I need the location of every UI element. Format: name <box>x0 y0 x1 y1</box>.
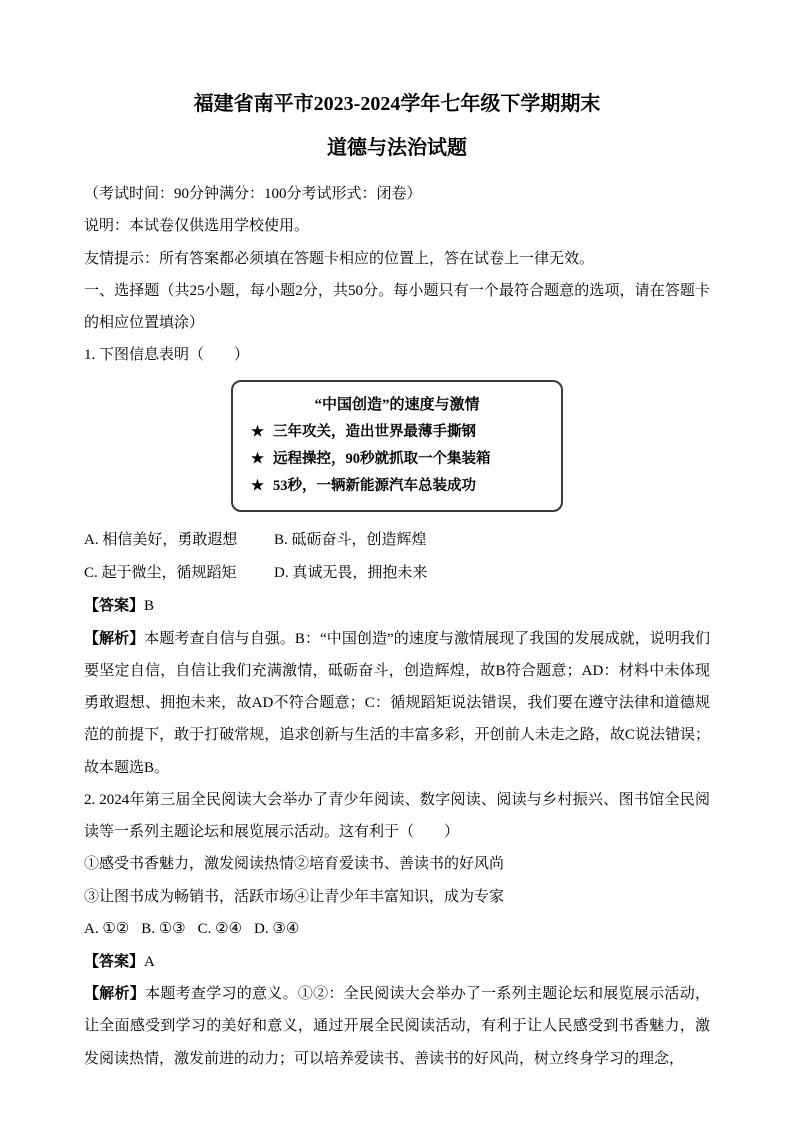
q2-option-d: D. ③④ <box>254 920 300 937</box>
q1-analysis-text: 本题考查自信与自强。B：“中国创造”的速度与激情展现了我国的发展成就，说明我们要坚定自信，自信让我们充满激情，砥砺奋斗，创造辉煌，故B符合题意；AD：材料中未体现勇敢遐想、拥抱未来，故AD不符合题意；C：循规蹈矩说法错误，我们要在遵守法律和道德规范的前提下，敢于打破常规，追求创新与生活的丰富多彩，开创前人未走之路，故C说法错误；故本题选B。 <box>84 630 710 776</box>
q2-answer-label: 【答案】 <box>84 953 145 970</box>
q2-items-line1: ①感受书香魅力，激发阅读热情②培育爱读书、善读书的好风尚 <box>84 856 505 873</box>
exam-time-info: （考试时间：90分钟满分：100分考试形式：闭卷） <box>84 186 422 202</box>
q2-option-c: C. ②④ <box>197 920 243 937</box>
q2-answer-value: A <box>144 953 155 970</box>
q1-option-d: D. 真诚无畏，拥抱未来 <box>274 565 428 582</box>
q1-answer-line <box>84 590 710 622</box>
info-box-item-2-text: 远程操控，90秒就抓取一个集装箱 <box>273 450 491 467</box>
star-icon: ★ <box>251 477 264 494</box>
q1-analysis-label: 【解析】 <box>84 630 145 647</box>
q2-analysis-line <box>84 978 710 1075</box>
q1-option-c: C. 起于微尘，循规蹈矩 <box>84 565 237 582</box>
friendly-tip: 友情提示：所有答案都必须填在答题卡相应的位置上，答在试卷上一律无效。 <box>84 250 595 267</box>
star-icon: ★ <box>251 450 264 467</box>
q2-option-a: A. ①② <box>84 920 130 937</box>
q1-answer-label: 【答案】 <box>84 598 145 615</box>
q2-stem: 2. 2024年第三届全民阅读大会举办了青少年阅读、数字阅读、阅读与乡村振兴、图书馆全民阅读等一系列主题论坛和展览展示活动。这有利于（ ） <box>84 791 710 841</box>
info-box-title: “中国创造”的速度与激情 <box>314 396 480 413</box>
q1-answer-value: B <box>144 598 155 615</box>
q2-option-b: B. ①③ <box>141 920 186 937</box>
q1-option-b: B. 砥砺奋斗，创造辉煌 <box>274 532 427 549</box>
info-box-item-3 <box>251 473 543 500</box>
q1-info-box <box>231 380 563 513</box>
exam-title-line1: 福建省南平市2023-2024学年七年级下学期期末 <box>193 93 601 115</box>
info-box-item-1-text: 三年攻关，造出世界最薄手撕钢 <box>273 424 476 440</box>
q2-items-line2: ③让图书成为畅销书，活跃市场④让青少年丰富知识，成为专家 <box>84 888 505 905</box>
usage-note: 说明：本试卷仅供选用学校使用。 <box>84 218 310 235</box>
info-box-item-1 <box>251 419 543 446</box>
q2-options-row <box>84 913 710 946</box>
exam-title-line2: 道德与法治试题 <box>327 137 467 159</box>
q1-options-row2 <box>84 557 710 590</box>
q1-stem: 1. 下图信息表明（ ） <box>84 347 250 364</box>
q2-analysis-label: 【解析】 <box>84 986 146 1003</box>
q2-answer-line <box>84 946 710 978</box>
q1-options-row1 <box>84 524 710 557</box>
q1-analysis-line <box>84 623 710 784</box>
star-icon: ★ <box>251 424 264 440</box>
section-1-header: 一、选择题（共25小题，每小题2分，共50分。每小题只有一个最符合题意的选项，请在答题卡的相应位置填涂） <box>84 282 710 331</box>
q1-option-a: A. 相信美好，勇敢遐想 <box>84 532 238 549</box>
info-box-item-3-text: 53秒，一辆新能源汽车总装成功 <box>273 477 476 494</box>
info-box-item-2 <box>251 446 543 473</box>
q2-analysis-text: 本题考查学习的意义。①②：全民阅读大会举办了一系列主题论坛和展览展示活动，让全面感受到学习的美好和意义，通过开展全民阅读活动，有利于让人民感受到书香魅力，激发阅读热情，激发前进的动力；可以培养爱读书、善读书的好风尚，树立终身学习的理念， <box>84 986 710 1067</box>
